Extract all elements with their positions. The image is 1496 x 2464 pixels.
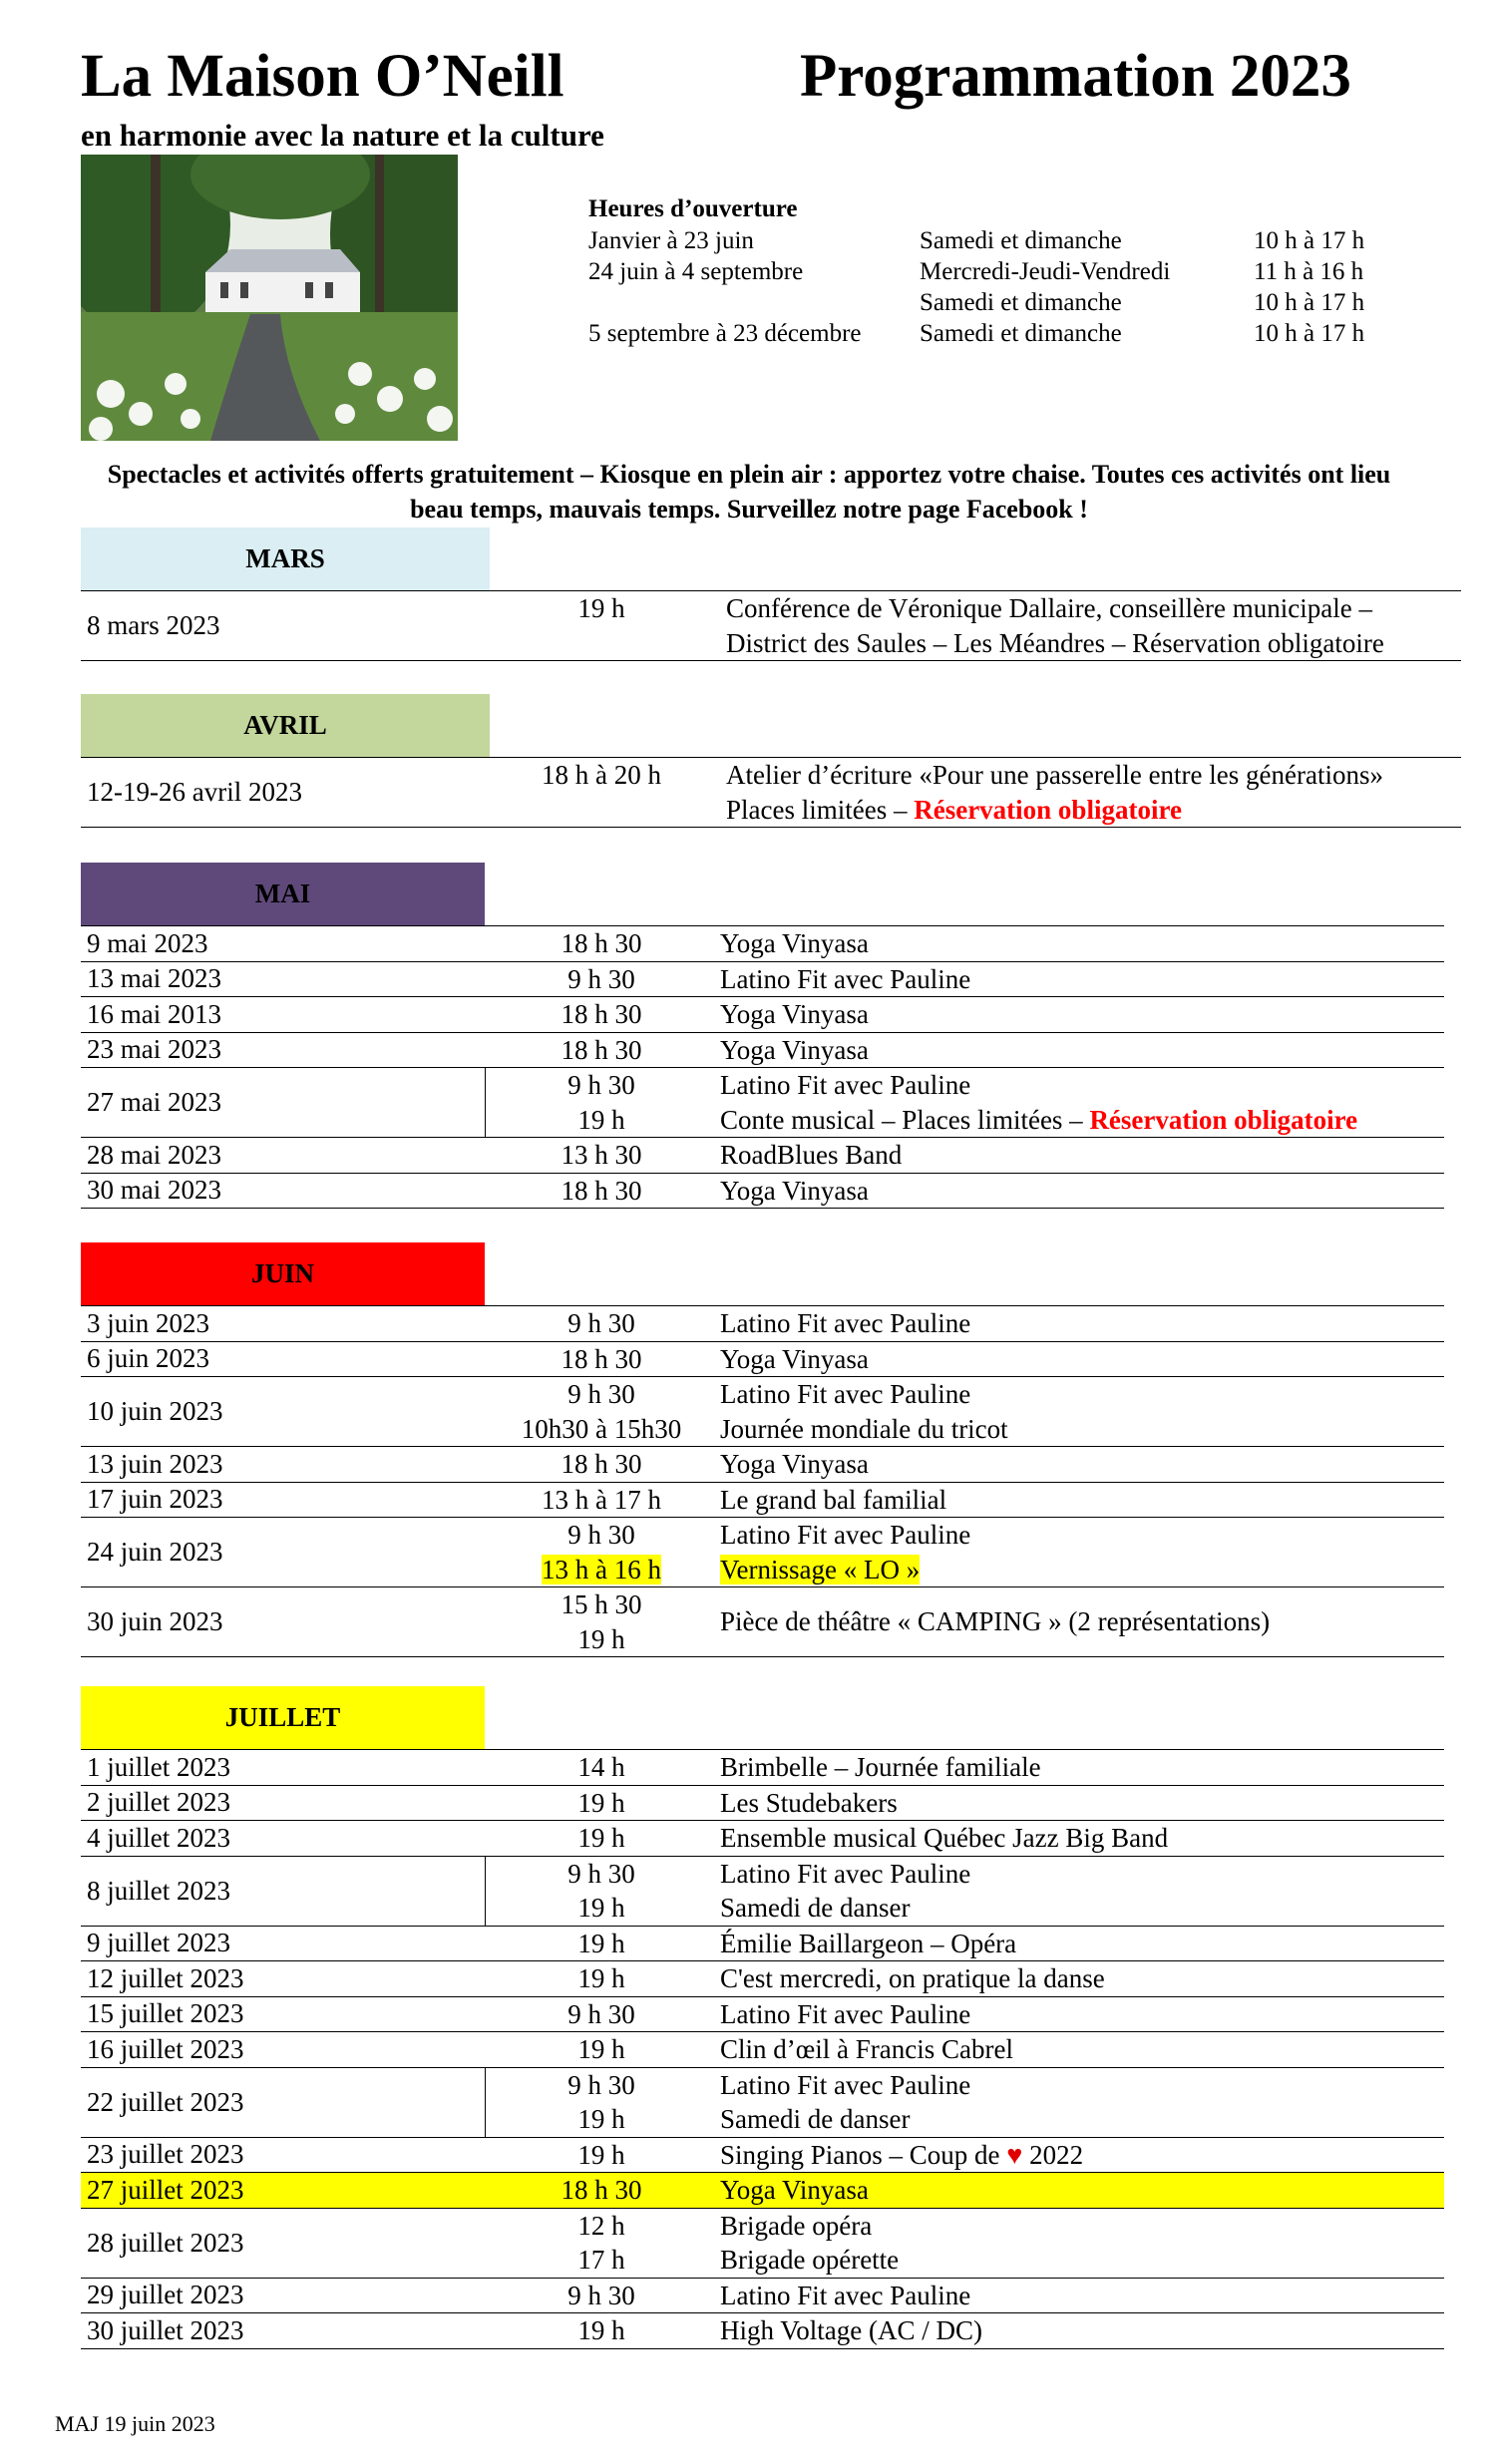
event-date: 8 mars 2023: [87, 610, 220, 640]
event-text: Latino Fit avec Pauline: [720, 963, 971, 994]
event-text: Yoga Vinyasa: [720, 928, 869, 958]
event-time: [485, 1483, 718, 1518]
event-name: [726, 758, 1383, 793]
event-line: [81, 2173, 1444, 2208]
event-name: [720, 1342, 869, 1377]
event-name: [720, 2279, 970, 2313]
reservation-required: Réservation obligatoire: [914, 794, 1182, 825]
event-text: Clin d’œil à Francis Cabrel: [720, 2034, 1013, 2064]
month-header: AVRIL: [81, 694, 490, 757]
event-date: 1 juillet 2023: [87, 1751, 230, 1782]
event-time: [485, 1103, 718, 1138]
event-name: [720, 1553, 920, 1587]
event-date: 9 mai 2023: [87, 927, 208, 958]
schedule-table: [81, 590, 1461, 661]
event-time: [485, 2243, 718, 2278]
heart-icon: ♥: [1006, 2139, 1023, 2170]
event-name: [720, 2173, 869, 2208]
event-text: Latino Fit avec Pauline: [720, 1520, 971, 1550]
month-header: MARS: [81, 528, 490, 590]
event-line: [81, 1103, 1444, 1138]
event-time: [485, 1033, 718, 1068]
event-text: Yoga Vinyasa: [720, 1175, 869, 1206]
schedule-table: [81, 925, 1444, 1209]
event-time: [485, 2068, 718, 2103]
table-row: [81, 1068, 1444, 1138]
event-time: [485, 1750, 718, 1785]
table-row: [81, 1033, 1444, 1069]
table-row: [81, 1377, 1444, 1447]
event-text: Latino Fit avec Pauline: [720, 1308, 971, 1338]
event-name: [720, 2102, 910, 2137]
schedule-table: [81, 757, 1461, 828]
event-text: Atelier d’écriture «Pour une passerelle entre les générations»: [726, 760, 1383, 790]
event-text: Conte musical – Places limitées –: [720, 1104, 1090, 1135]
event-text: Samedi de danser: [720, 2104, 911, 2134]
event-time: [485, 2173, 718, 2208]
event-time: [485, 962, 718, 997]
table-row: [81, 1518, 1444, 1587]
event-text: Latino Fit avec Pauline: [720, 1858, 971, 1889]
event-time-text: 19 h: [577, 2315, 625, 2345]
event-line: [81, 1961, 1444, 1996]
event-time: [485, 1857, 718, 1892]
event-text: Brigade opéra: [720, 2210, 873, 2241]
event-line: [81, 997, 1444, 1032]
event-name: [720, 962, 970, 997]
event-line: [81, 926, 1444, 961]
table-row: [81, 1786, 1444, 1822]
event-line: [81, 1750, 1444, 1785]
event-line: [81, 2068, 1444, 2103]
event-time-text: 9 h 30: [567, 2069, 635, 2100]
event-text: High Voltage (AC / DC): [720, 2315, 982, 2345]
month-section-juin: [81, 1242, 1444, 1657]
event-text: Yoga Vinyasa: [720, 1449, 869, 1479]
hours-time: 10 h à 17 h: [1254, 320, 1365, 347]
event-time-text: 18 h 30: [561, 2175, 642, 2205]
event-date: 28 juillet 2023: [87, 2227, 244, 2258]
event-text: Conférence de Véronique Dallaire, conseillère municipale –: [726, 593, 1372, 623]
event-line: [81, 2032, 1444, 2067]
event-time: [485, 997, 718, 1032]
month-section-mars: [81, 528, 1461, 661]
event-time-text: 19 h: [577, 2139, 625, 2170]
event-time: [485, 1342, 718, 1377]
event-time: [485, 1068, 718, 1103]
event-name: [720, 997, 869, 1032]
table-row: [81, 1174, 1444, 1210]
event-line: [81, 1891, 1444, 1926]
hours-row: [588, 258, 1364, 289]
event-time: [485, 1174, 718, 1209]
hours-period: 5 septembre à 23 décembre: [588, 320, 862, 347]
event-name: [720, 1483, 946, 1518]
table-row: [81, 1483, 1444, 1519]
event-time: [485, 1377, 718, 1412]
table-row: [81, 962, 1444, 998]
table-row: [81, 1587, 1444, 1657]
event-name: [720, 2243, 899, 2278]
event-date: 9 juillet 2023: [87, 1928, 230, 1958]
event-text: Latino Fit avec Pauline: [720, 2280, 971, 2310]
hours-time: 10 h à 17 h: [1254, 227, 1365, 254]
event-name: [720, 1377, 970, 1412]
event-line: [81, 1377, 1444, 1412]
event-text: 2022: [1022, 2139, 1084, 2170]
table-row: [81, 1750, 1444, 1786]
event-time-text: 13 h à 16 h: [542, 1554, 661, 1584]
event-time-text: 19 h: [577, 1928, 625, 1958]
event-time: [485, 2138, 718, 2173]
event-date: 3 juin 2023: [87, 1307, 210, 1338]
event-name: [720, 926, 869, 961]
hours-time: 11 h à 16 h: [1254, 258, 1364, 285]
event-name: [726, 591, 1372, 626]
event-date: 4 juillet 2023: [87, 1822, 230, 1853]
event-date: 27 mai 2023: [87, 1087, 221, 1117]
event-name: [720, 2209, 872, 2244]
event-text: Yoga Vinyasa: [720, 1034, 869, 1065]
event-line: [81, 1821, 1444, 1856]
event-line: [81, 1068, 1444, 1103]
event-name: [720, 1306, 970, 1341]
event-time-text: 14 h: [577, 1752, 625, 1782]
event-time-text: 12 h: [577, 2210, 625, 2241]
event-name: [720, 1857, 970, 1892]
event-time: [485, 2102, 718, 2137]
event-name: [720, 1103, 1357, 1138]
event-line: [81, 1174, 1444, 1209]
event-time-text: 19 h: [577, 2034, 625, 2064]
event-name: Pièce de théâtre « CAMPING » (2 représentations): [720, 1606, 1271, 1636]
event-time-text: 19 h: [577, 1823, 625, 1853]
hours-days: Samedi et dimanche: [920, 320, 1122, 347]
event-date: 6 juin 2023: [87, 1343, 210, 1374]
table-row: [81, 1821, 1444, 1857]
event-time-text: 19 h: [577, 593, 625, 623]
event-time: [485, 1306, 718, 1341]
event-text: Brimbelle – Journée familiale: [720, 1752, 1041, 1782]
event-time: [485, 1553, 718, 1587]
table-row: [81, 2032, 1444, 2068]
event-line: [81, 1518, 1444, 1553]
event-time: [485, 2032, 718, 2067]
event-line: [81, 2279, 1444, 2313]
hours-row: [588, 289, 1365, 320]
event-time: [485, 1587, 718, 1622]
event-name: [720, 1927, 1016, 1961]
event-date: 22 juillet 2023: [87, 2086, 244, 2117]
event-time: [485, 1412, 718, 1447]
event-line: [81, 2102, 1444, 2137]
table-row: [81, 2068, 1444, 2138]
event-time: [485, 1927, 718, 1961]
event-name: [720, 1750, 1041, 1785]
event-text: Les Studebakers: [720, 1787, 898, 1818]
event-line: [81, 2243, 1444, 2278]
event-time: [485, 1622, 718, 1657]
table-row: [81, 997, 1444, 1033]
event-date: 12 juillet 2023: [87, 1962, 244, 1993]
table-row: [81, 2279, 1444, 2314]
event-line: [81, 591, 1461, 626]
event-text: Le grand bal familial: [720, 1484, 947, 1515]
event-name: [720, 1891, 910, 1926]
event-time: [485, 2209, 718, 2244]
event-text: Latino Fit avec Pauline: [720, 1998, 971, 2029]
table-row: [81, 1447, 1444, 1483]
event-time-text: 19 h: [577, 1104, 625, 1135]
month-header: JUILLET: [81, 1686, 485, 1749]
event-time-text: 9 h 30: [567, 1379, 635, 1409]
event-time-text: 18 h à 20 h: [542, 760, 661, 790]
event-time-text: 18 h 30: [561, 999, 642, 1029]
event-time-text: 18 h 30: [561, 1449, 642, 1479]
event-text: Latino Fit avec Pauline: [720, 1070, 971, 1100]
event-date: 23 mai 2023: [87, 1034, 221, 1065]
event-text: Journée mondiale du tricot: [720, 1413, 1008, 1444]
event-date: 13 mai 2023: [87, 963, 221, 994]
hours-period: Janvier à 23 juin: [588, 227, 754, 254]
event-date: 29 juillet 2023: [87, 2280, 244, 2310]
table-row: [81, 1138, 1444, 1174]
event-text: Places limitées –: [726, 794, 915, 825]
schedule-table: [81, 1749, 1444, 2349]
reservation-required: Réservation obligatoire: [1089, 1104, 1358, 1135]
event-time: [485, 1821, 718, 1856]
hours-period: 24 juin à 4 septembre: [588, 258, 804, 285]
opening-hours: [588, 195, 1365, 351]
event-time: [485, 1138, 718, 1173]
event-text: RoadBlues Band: [720, 1140, 903, 1170]
event-date: 30 mai 2023: [87, 1175, 221, 1206]
event-date: 10 juin 2023: [87, 1396, 223, 1426]
event-time-text: 13 h à 17 h: [542, 1484, 661, 1515]
event-time-text: 9 h 30: [567, 1070, 635, 1100]
event-date: 24 juin 2023: [87, 1537, 223, 1567]
event-name: [720, 1786, 898, 1821]
event-time-text: 19 h: [577, 1963, 625, 1993]
event-date: 23 juillet 2023: [87, 2139, 244, 2170]
opening-hours-title: Heures d’ouverture: [588, 195, 798, 222]
event-time-text: 9 h 30: [567, 1858, 635, 1889]
event-date: 27 juillet 2023: [87, 2174, 244, 2205]
table-row: [81, 758, 1461, 828]
event-text: Latino Fit avec Pauline: [720, 1379, 971, 1409]
event-time-text: 19 h: [577, 1623, 625, 1654]
event-line: [81, 2138, 1444, 2173]
event-time: [485, 591, 718, 626]
event-line: [81, 2209, 1444, 2244]
event-line: [81, 1342, 1444, 1377]
last-updated: MAJ 19 juin 2023: [55, 2411, 215, 2436]
event-text: Vernissage « LO »: [720, 1554, 921, 1584]
event-name: [720, 1518, 970, 1553]
event-date: 13 juin 2023: [87, 1448, 223, 1479]
event-name: [720, 1033, 869, 1068]
month-header: MAI: [81, 863, 485, 925]
event-text: Yoga Vinyasa: [720, 999, 869, 1029]
event-time: [485, 1786, 718, 1821]
house-photo: [81, 155, 458, 441]
event-text: Émilie Baillargeon – Opéra: [720, 1928, 1017, 1958]
event-name: [720, 1961, 1105, 1996]
event-date: 15 juillet 2023: [87, 1998, 244, 2029]
event-time-text: 9 h 30: [567, 1520, 635, 1550]
table-row: [81, 2138, 1444, 2174]
event-time: [485, 1997, 718, 2032]
event-text: Brigade opérette: [720, 2245, 900, 2275]
event-text: Singing Pianos – Coup de: [720, 2139, 1007, 2170]
event-text: Yoga Vinyasa: [720, 1343, 869, 1374]
table-row: [81, 1306, 1444, 1342]
event-time-text: 19 h: [577, 2104, 625, 2134]
event-date: 28 mai 2023: [87, 1139, 221, 1170]
event-date: 2 juillet 2023: [87, 1787, 230, 1818]
event-date: 8 juillet 2023: [87, 1875, 230, 1906]
event-text: Yoga Vinyasa: [720, 2175, 869, 2205]
event-date: 16 juillet 2023: [87, 2033, 244, 2064]
event-time-text: 19 h: [577, 1893, 625, 1923]
month-header: JUIN: [81, 1242, 485, 1305]
event-name: [720, 1821, 1168, 1856]
event-time: [485, 1961, 718, 1996]
event-time-text: 18 h 30: [561, 928, 642, 958]
event-name: [720, 2138, 1083, 2173]
event-line: [81, 1412, 1444, 1447]
table-row: [81, 2313, 1444, 2349]
event-name: [720, 1138, 902, 1173]
event-name: [726, 626, 1384, 661]
hours-days: Samedi et dimanche: [920, 289, 1122, 316]
notice-text: Spectacles et activités offerts gratuitement – Kiosque en plein air : apportez votre chaise. Toutes ces activités ont lieu beau temps, mauvais temps. Surveillez notre page Facebook !: [107, 460, 1391, 524]
event-line: [81, 962, 1444, 997]
event-time-text: 19 h: [577, 1787, 625, 1818]
event-text: Latino Fit avec Pauline: [720, 2069, 971, 2100]
event-name: [720, 1068, 970, 1103]
event-time-text: 18 h 30: [561, 1175, 642, 1206]
month-section-avril: [81, 694, 1461, 828]
event-text: C'est mercredi, on pratique la danse: [720, 1963, 1105, 1993]
event-line: [81, 758, 1461, 793]
event-name: [720, 1997, 970, 2032]
event-time: [485, 2313, 718, 2348]
event-name: [720, 2313, 982, 2348]
event-time-text: 13 h 30: [561, 1140, 642, 1170]
event-time-text: 15 h 30: [561, 1589, 642, 1619]
event-time-text: 18 h 30: [561, 1343, 642, 1374]
table-row: [81, 2209, 1444, 2279]
event-text: District des Saules – Les Méandres – Réservation obligatoire: [726, 627, 1384, 658]
event-text: Ensemble musical Québec Jazz Big Band: [720, 1823, 1169, 1853]
table-row: [81, 1927, 1444, 1962]
event-date: 17 juin 2023: [87, 1484, 223, 1515]
table-row: [81, 591, 1461, 661]
event-time: [485, 1891, 718, 1926]
event-name: [726, 793, 1182, 828]
event-date: 16 mai 2013: [87, 998, 221, 1029]
event-time: [485, 1447, 718, 1482]
hours-row: [588, 227, 1365, 258]
event-time-text: 9 h 30: [567, 1308, 635, 1338]
program-title: Programmation 2023: [800, 43, 1351, 110]
event-time: [485, 758, 718, 793]
hours-time: 10 h à 17 h: [1254, 289, 1365, 316]
table-row: [81, 2173, 1444, 2209]
event-time-text: 9 h 30: [567, 1998, 635, 2029]
event-line: [81, 1927, 1444, 1961]
event-name: [720, 1412, 1008, 1447]
event-date: 30 juillet 2023: [87, 2314, 244, 2345]
event-line: [81, 1786, 1444, 1821]
event-line: [81, 1033, 1444, 1068]
event-name: [720, 1447, 869, 1482]
event-time-text: 9 h 30: [567, 963, 635, 994]
event-name: [720, 2032, 1013, 2067]
event-time-text: 10h30 à 15h30: [521, 1413, 682, 1444]
event-line: [81, 626, 1461, 661]
event-line: [81, 793, 1461, 828]
event-line: [81, 1997, 1444, 2032]
subtitle: en harmonie avec la nature et la culture: [81, 118, 604, 153]
event-name: [720, 2068, 970, 2103]
event-date: 30 juin 2023: [87, 1606, 223, 1636]
event-time-text: 9 h 30: [567, 2280, 635, 2310]
event-time-text: 18 h 30: [561, 1034, 642, 1065]
event-time: [485, 926, 718, 961]
hours-days: Mercredi-Jeudi-Vendredi: [920, 258, 1171, 285]
hours-row: [588, 320, 1365, 351]
month-section-mai: [81, 863, 1444, 1209]
event-line: [81, 1447, 1444, 1482]
month-section-juillet: [81, 1686, 1444, 2349]
event-time: [485, 2279, 718, 2313]
event-line: [81, 2313, 1444, 2348]
table-row: [81, 1342, 1444, 1378]
event-line: [81, 1857, 1444, 1892]
event-line: [81, 1306, 1444, 1341]
table-row: [81, 926, 1444, 962]
table-row: [81, 1857, 1444, 1927]
page-title: La Maison O’Neill: [81, 43, 564, 110]
event-line: [81, 1138, 1444, 1173]
table-row: [81, 1961, 1444, 1997]
event-time-text: 17 h: [577, 2245, 625, 2275]
event-line: [81, 1553, 1444, 1587]
event-time: [485, 1518, 718, 1553]
event-name: [720, 1174, 869, 1209]
hours-days: Samedi et dimanche: [920, 227, 1122, 254]
event-date: 12-19-26 avril 2023: [87, 777, 302, 807]
table-row: [81, 1997, 1444, 2033]
schedule-table: [81, 1305, 1444, 1657]
event-line: [81, 1483, 1444, 1518]
event-text: Samedi de danser: [720, 1893, 911, 1923]
